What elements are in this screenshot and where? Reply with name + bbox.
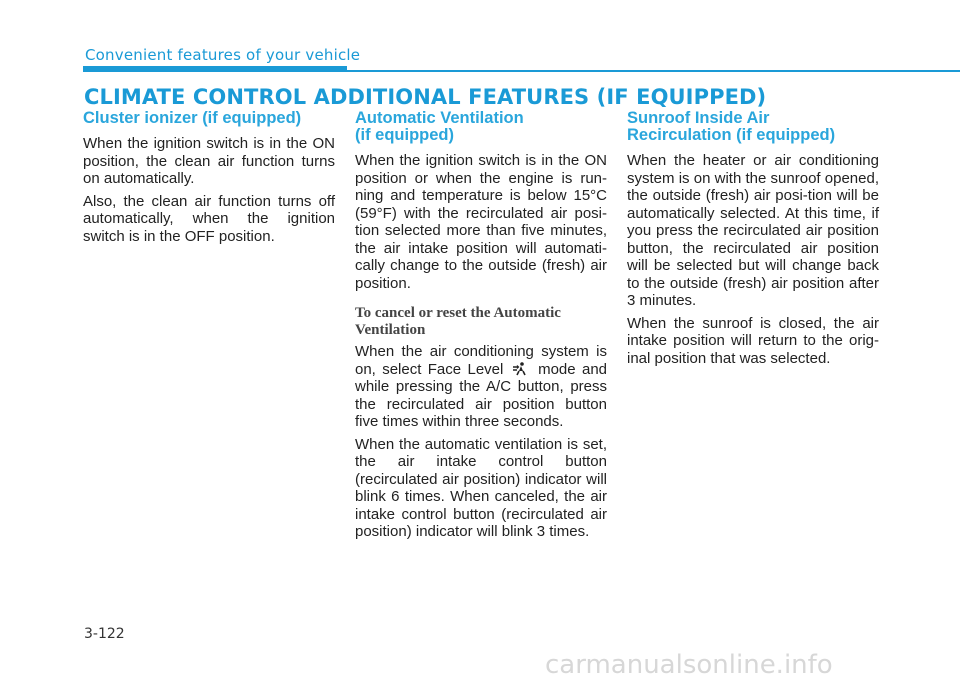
column-automatic-ventilation bbox=[355, 110, 607, 546]
paragraph-2-text-before-icon: When the air conditioning system is on, select Face Level bbox=[355, 343, 607, 378]
header-bar-thin bbox=[83, 70, 960, 72]
watermark: carmanualsonline.info bbox=[545, 650, 833, 680]
automatic-ventilation-paragraph-3: When the automatic ventilation is set, the air intake control button (recirculated air position) indicator will blink 6 times. When canceled, the air intake control button (recirculated air position) indicator will blink 3 times. bbox=[355, 435, 607, 540]
automatic-ventilation-heading bbox=[355, 110, 607, 144]
column-sunroof-recirculation bbox=[627, 110, 879, 372]
cluster-ionizer-paragraph-2: Also, the clean air function turns off automatically, when the ignition switch is in the OFF position. bbox=[83, 192, 335, 245]
cluster-ionizer-paragraph-1: When the ignition switch is in the ON position, the clean air function turns on automatically. bbox=[83, 135, 335, 187]
automatic-ventilation-paragraph-1: When the ignition switch is in the ON position or when the engine is run-ning and temperature is below 15°C (59°F) with the recirculated air posi-tion selected more than five minutes, the air intake position will automati-cally change to the outside (fresh) air position. bbox=[355, 152, 607, 292]
cancel-reset-subheading bbox=[355, 305, 607, 339]
page-title: CLIMATE CONTROL ADDITIONAL FEATURES (IF EQUIPPED) bbox=[84, 85, 767, 109]
sunroof-paragraph-2: When the sunroof is closed, the air intake position will return to the orig-inal position that was selected. bbox=[627, 314, 879, 367]
automatic-ventilation-heading-line-1: Automatic Ventilation bbox=[355, 109, 524, 127]
sunroof-heading-line-2: Recirculation (if equipped) bbox=[627, 126, 836, 144]
sunroof-heading-line-1: Sunroof Inside Air bbox=[627, 109, 770, 127]
section-header: Convenient features of your vehicle bbox=[85, 46, 361, 64]
paragraph-2-text-after-icon: mode and while pressing the A/C button, press the recirculated air position button five times within three seconds. bbox=[355, 360, 608, 430]
sunroof-recirculation-heading bbox=[627, 110, 879, 144]
automatic-ventilation-heading-line-2: (if equipped) bbox=[355, 126, 454, 144]
face-level-mode-icon bbox=[512, 362, 530, 376]
cluster-ionizer-heading: Cluster ionizer (if equipped) bbox=[83, 109, 302, 127]
automatic-ventilation-paragraph-2 bbox=[355, 343, 607, 431]
page-number: 3-122 bbox=[84, 626, 125, 642]
column-cluster-ionizer bbox=[83, 110, 335, 250]
sunroof-paragraph-1: When the heater or air conditioning system is on with the sunroof opened, the outside (fresh) air posi-tion will be automatically selected. At this time, if you press the recirculated air position button, the recirculated air position will be selected but will change back to the outside (fresh) air position after 3 minutes. bbox=[627, 152, 879, 309]
cancel-reset-subheading-line-2: Ventilation bbox=[355, 322, 426, 338]
cancel-reset-subheading-line-1: To cancel or reset the Automatic bbox=[355, 305, 561, 321]
